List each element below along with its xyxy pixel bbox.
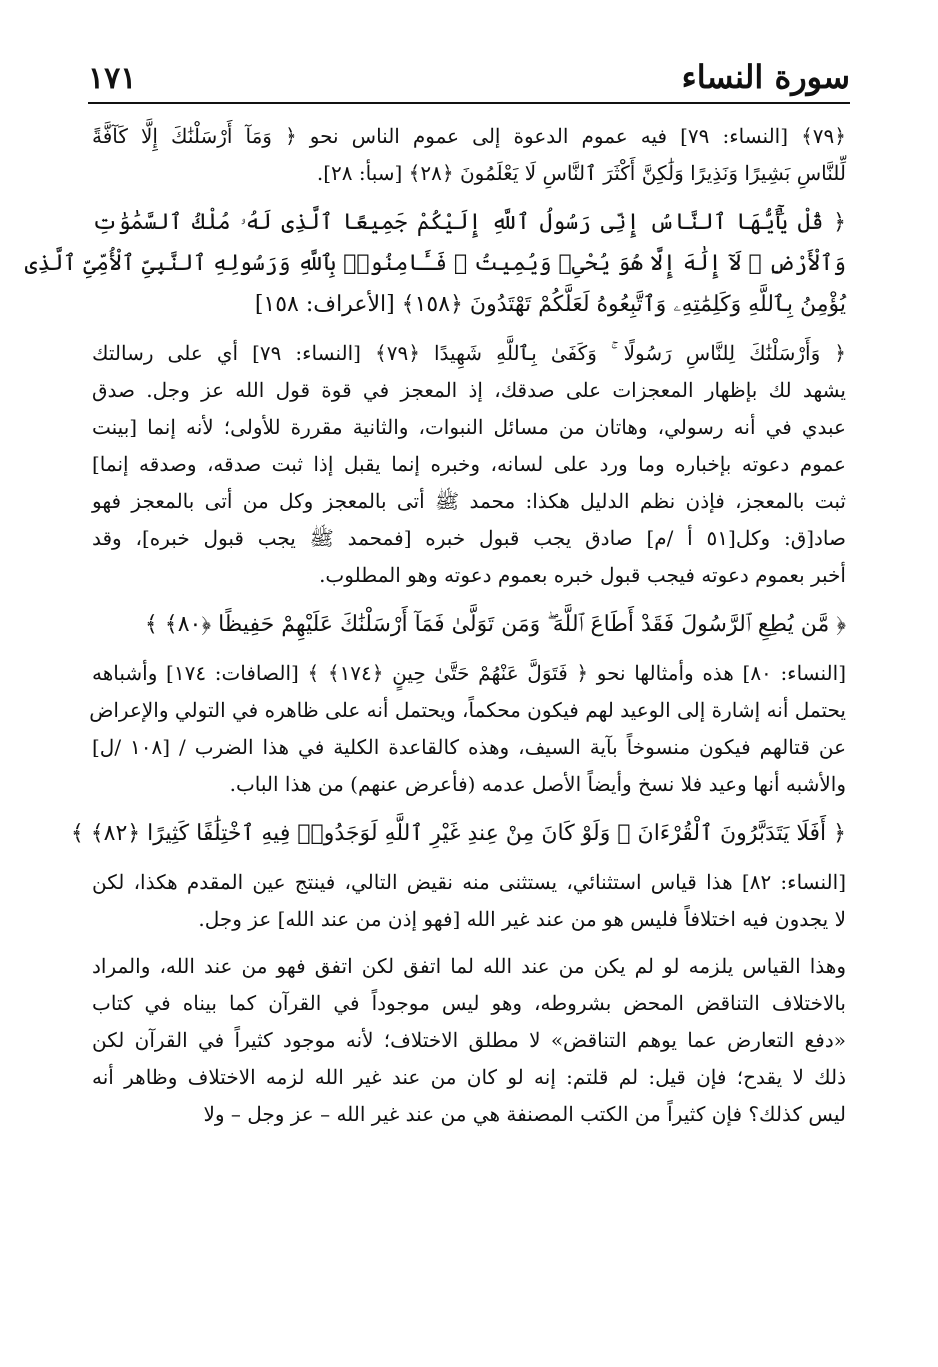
- page-body: [24, 118, 847, 1143]
- text-line: لِّلنَّاسِ بَشِيرًا وَنَذِيرًا وَلَٰكِنَّ أَكْثَرَ ٱلنَّاسِ لَا يَعْلَمُونَ ﴿٢٨﴾ [سبأ: ٢٨].: [316, 161, 846, 185]
- text-line: [النساء: ٨٢] هذا قياس استثنائي، يستثنى منه نقيض التالي، فينتج عين المقدم هكذا، لكن: [92, 870, 846, 894]
- text-line: ﴿ قُلْ يَٰٓأَيُّهَا ٱلنَّاسُ إِنِّى رَسُولُ ٱللَّهِ إِلَيْكُمْ جَمِيعًا ٱلَّذِى لَهُۥ مُلْكُ ٱلسَّمَٰوَٰتِ: [92, 210, 846, 235]
- surah-title: سورة النساء: [681, 58, 850, 96]
- text-line: أخبر بعموم دعوته فيجب قبول خبره بعموم دعوته وهو المطلوب.: [319, 563, 846, 587]
- text-line: عبدي في أنه رسولي، وهاتان من مسائل النبوات، والثانية مقررة للأولى؛ لأنه إنما [بينت: [92, 415, 846, 439]
- text-line: ذلك لا يقدح؛ فإن قيل: لم قلتم: إنه لو كان من عند غير الله لزمه الاختلاف وظاهر أنه: [92, 1065, 846, 1089]
- text-line: ليس كذلك؟ فإن كثيراً من الكتب المصنفة هي من عند غير الله – عز وجل – ولا: [203, 1102, 846, 1126]
- text-line: عن قتالهم فيكون منسوخاً بآية السيف، وهذه كالقاعدة الكلية في هذا الضرب / [١٠٨ /ل]: [92, 735, 847, 759]
- text-line: ﴿ مَّن يُطِعِ ٱلرَّسُولَ فَقَدْ أَطَاعَ ٱللَّهَ ۖ وَمَن تَوَلَّىٰ فَمَآ أَرْسَلْنَٰكَ عَلَيْهِمْ حَفِيظًا ﴿٨٠﴾ ﴾: [144, 612, 846, 637]
- text-line: [النساء: ٨٠] هذه وأمثالها نحو ﴿ فَتَوَلَّ عَنْهُمْ حَتَّىٰ حِينٍ ﴿١٧٤﴾ ﴾ [الصافات: ١٧٤] وأشباهه: [92, 661, 847, 685]
- text-line: يحتمل أنه إشارة إلى الوعيد لهم فيكون محكماً، ويحتمل أنه على ظاهره في التولي والإعراض: [89, 698, 846, 722]
- text-line: ﴿ أَفَلَا يَتَدَبَّرُونَ ٱلْقُرْءَانَ ۚ وَلَوْ كَانَ مِنْ عِندِ غَيْرِ ٱللَّهِ لَوَجَدُوا۟ فِيهِ ٱخْتِلَٰفًا كَثِيرًا ﴿٨٢﴾ ﴾: [70, 821, 846, 846]
- commentary-paragraph: [89, 655, 847, 803]
- text-line: ﴿ وَأَرْسَلْنَٰكَ لِلنَّاسِ رَسُولًا ۚ وَكَفَىٰ بِٱللَّهِ شَهِيدًا ﴿٧٩﴾ [النساء: ٧٩] أي على رسالتك: [92, 341, 847, 365]
- text-line: صاد[ق: وكل[٥١ أ /م] صادق يجب قبول خبره [فمحمد ﷺ يجب قبول خبره]، وقد: [92, 526, 846, 550]
- text-line: وَٱلْأَرْضِ ۖ لَآ إِلَٰهَ إِلَّا هُوَ يُحْىِۦ وَيُمِيتُ ۖ فَـَٔامِنُوا۟ بِٱللَّهِ وَرَسُولِهِ ٱلنَّبِىِّ ٱلْأُمِّىِّ ٱلَّذِى: [24, 251, 846, 276]
- commentary-paragraph: [92, 948, 846, 1133]
- text-line: يشهد لك بإظهار المعجزات على صدقك، إذ المعجز في قوة قول الله عز وجل. صدق: [92, 378, 846, 402]
- quran-verse-paragraph: [24, 202, 846, 325]
- text-line: وهذا القياس يلزمه لو لم يكن من عند الله لما اتفق لكن اتفق فهو من عند الله، والمراد: [92, 954, 846, 978]
- page-number: ١٧١: [88, 61, 137, 96]
- text-line: ﴿٧٩﴾ [النساء: ٧٩] فيه عموم الدعوة إلى عموم الناس نحو ﴿ وَمَآ أَرْسَلْنَٰكَ إِلَّا كَآفَّةً: [92, 124, 846, 148]
- text-line: بالاختلاف التناقض المحض بشروطه، وهو ليس موجوداً في القرآن كما بيناه في كتاب: [92, 991, 846, 1015]
- text-line: عموم دعوته بإخباره وما ورد على لسانه، وخبره إنما يقبل إذا ثبت صدقه، وصدقه إنما]: [92, 452, 846, 476]
- quran-verse-paragraph: [70, 813, 846, 854]
- text-line: يُؤْمِنُ بِٱللَّهِ وَكَلِمَٰتِهِۦ وَٱتَّبِعُوهُ لَعَلَّكُمْ تَهْتَدُونَ ﴿١٥٨﴾ [الأعراف: ١٥٨]: [254, 292, 846, 317]
- commentary-paragraph: [92, 118, 846, 192]
- page-header: [88, 50, 850, 104]
- commentary-paragraph: [92, 864, 846, 938]
- text-line: لا يجدون فيه اختلافاً فليس هو من عند غير الله [فهو إذن من عند الله] عز وجل.: [198, 907, 846, 931]
- text-line: «دفع التعارض عما يوهم التناقض» لا مطلق الاختلاف؛ لأنه موجود كثيراً في القرآن لكن: [92, 1028, 846, 1052]
- text-line: ثبت بالمعجز، فإذن نظم الدليل هكذا: محمد ﷺ أتى بالمعجز وكل من أتى بالمعجز فهو: [92, 489, 846, 513]
- quran-verse-paragraph: [92, 604, 846, 645]
- text-line: والأشبه أنها وعيد فلا نسخ وأيضاً الأصل عدمه (فأعرض عنهم) من هذا الباب.: [229, 772, 846, 796]
- commentary-paragraph: [92, 335, 846, 594]
